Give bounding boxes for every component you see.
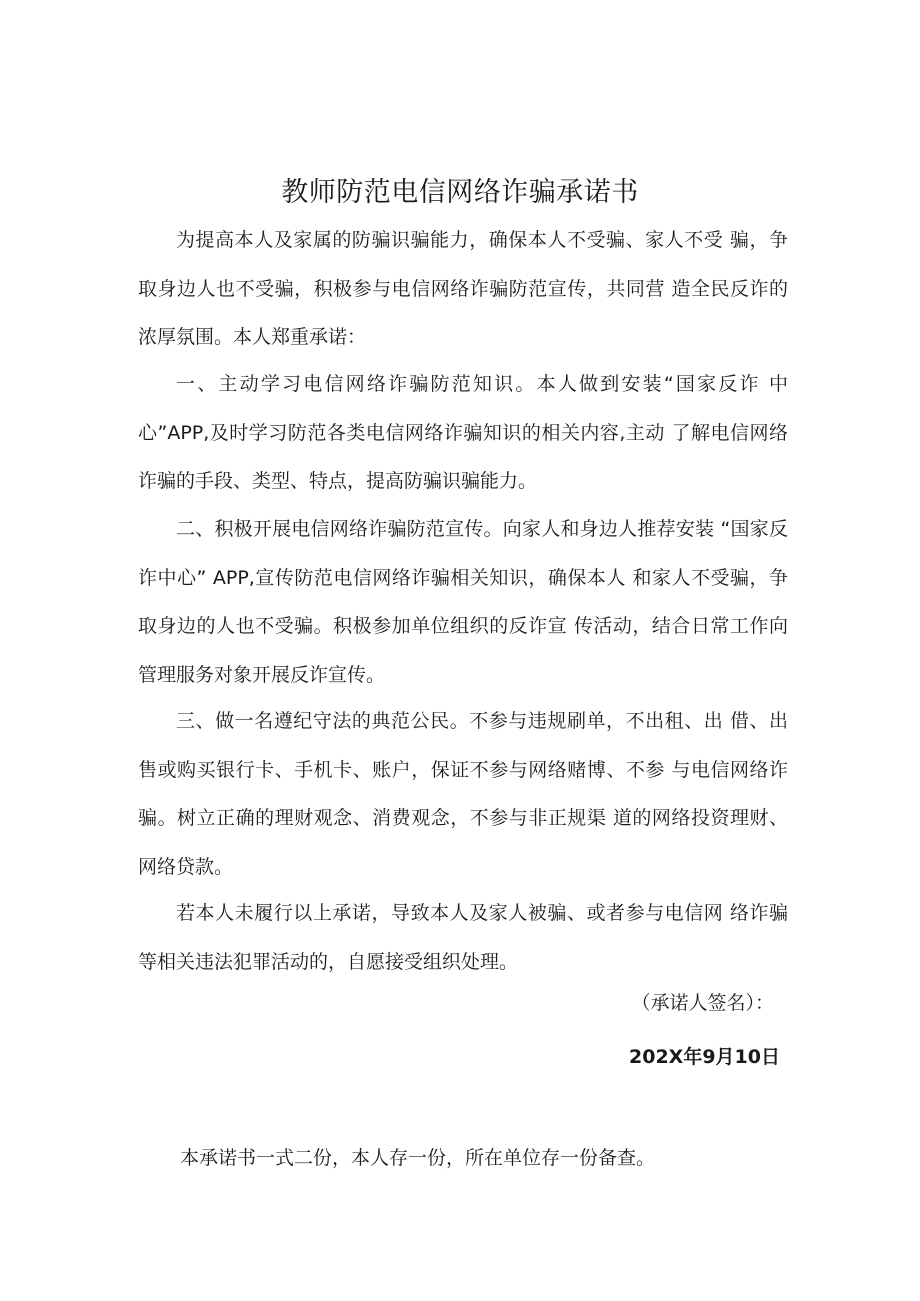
copies-note: 本承诺书一式二份，本人存一份，所在单位存一份备查。 (180, 1147, 656, 1169)
signing-date: 202X年9月10日 (629, 1046, 780, 1068)
signature-label: （承诺人签名）： (631, 992, 774, 1014)
document-title: 教师防范电信网络诈骗承诺书 (281, 177, 639, 208)
paragraph-intro: 为提高本人及家属的防骗识骗能力，确保本人不受骗、家人不受 骗，争取身边人也不受骗，积极参与电信网络诈骗防范宣传，共同营 造全民反诈的浓厚氛围。本人郑重承诺： (138, 229, 788, 348)
paragraph-commitment-1: 一、主动学习电信网络诈骗防范知识。本人做到安装“国家反诈 中心”APP,及时学习防范各类电信网络诈骗知识的相关内容,主动 了解电信网络诈骗的手段、类型、特点，提高防骗识骗能力。 (138, 373, 788, 492)
paragraph-commitment-2: 二、积极开展电信网络诈骗防范宣传。向家人和身边人推荐安装 “国家反诈中心” APP,宣传防范电信网络诈骗相关知识，确保本人 和家人不受骗，争取身边的人也不受骗。积极参加单位组织的反诈宣 传活动，结合日常工作向管理服务对象开展反诈宣传。 (138, 518, 788, 686)
paragraph-consequence: 若本人未履行以上承诺，导致本人及家人被骗、或者参与电信网 络诈骗等相关违法犯罪活动的，自愿接受组织处理。 (138, 902, 788, 973)
paragraph-commitment-3: 三、做一名遵纪守法的典范公民。不参与违规刷单，不出租、出 借、出售或购买银行卡、手机卡、账户，保证不参与网络赌博、不参 与电信网络诈骗。树立正确的理财观念、消费观念，不参与非正规渠 道的网络投资理财、网络贷款。 (138, 710, 788, 878)
